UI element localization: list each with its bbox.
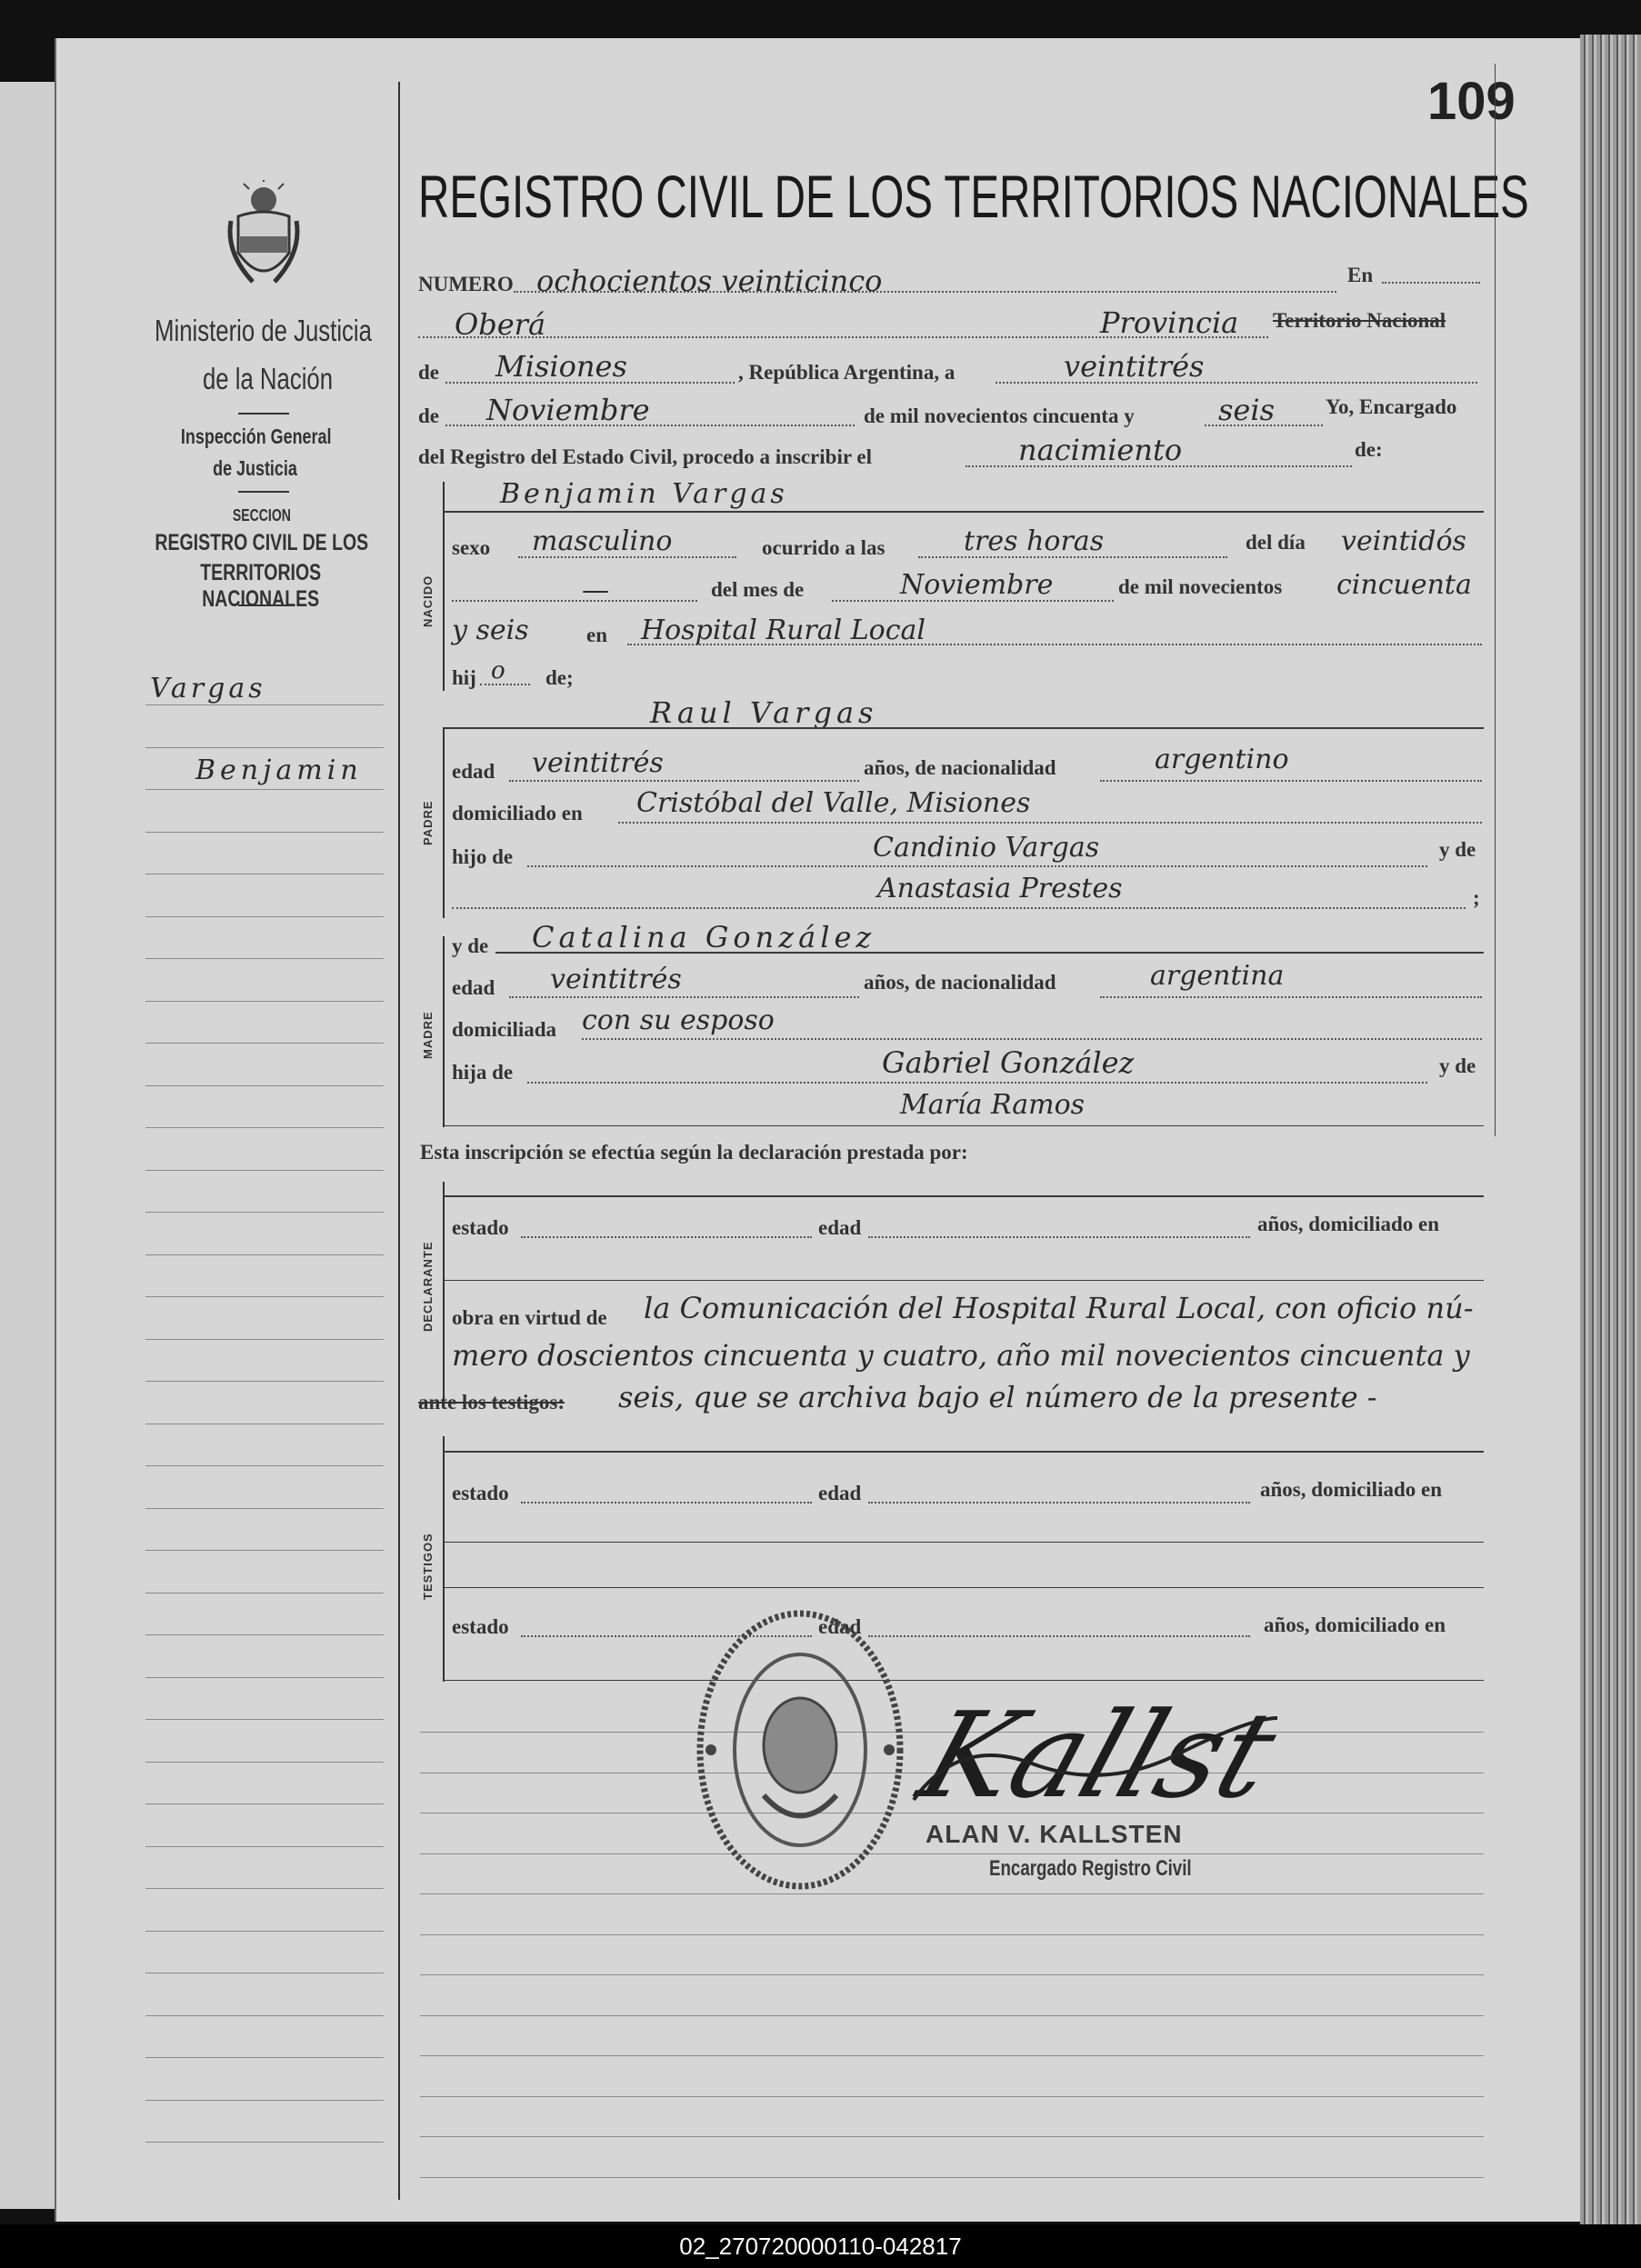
madre-y-de-label-2: y de bbox=[1439, 1054, 1476, 1077]
madre-domicilio-label: domiciliada bbox=[452, 1018, 557, 1041]
padre-domicilio-label: domiciliado en bbox=[452, 802, 583, 824]
main-rule-line bbox=[420, 1974, 1484, 1975]
sidebar-rule-line bbox=[145, 1381, 384, 1382]
madre-edad-line bbox=[509, 996, 859, 998]
main-rule-line bbox=[420, 2096, 1484, 2097]
declarante-anios-label: años, domiciliado en bbox=[1257, 1213, 1440, 1235]
en-lugar-label: en bbox=[586, 624, 607, 646]
madre-bracket bbox=[443, 936, 445, 1127]
hijo-suffix: o bbox=[491, 657, 505, 684]
stamp-title: Encargado Registro Civil bbox=[989, 1856, 1192, 1881]
del-mes-label: del mes de bbox=[711, 578, 805, 601]
sidebar-rule-line bbox=[145, 704, 384, 705]
numero-label: NUMERO bbox=[418, 273, 514, 295]
testigo1-edad-line bbox=[868, 1502, 1250, 1504]
declarante-bracket bbox=[443, 1182, 445, 1400]
testigos-struck: ante los testigos: bbox=[418, 1391, 565, 1414]
padre-domicilio-value: Cristóbal del Valle, Misiones bbox=[636, 787, 1031, 819]
inspection-line-1: Inspección General bbox=[180, 425, 332, 448]
sidebar-given-name: Benjamin bbox=[195, 754, 363, 786]
obra-label: obra en virtud de bbox=[452, 1306, 607, 1329]
padre-edad-value: veintitrés bbox=[532, 747, 664, 779]
sidebar-rule-line bbox=[145, 1254, 384, 1255]
madre-hija-de-label: hija de bbox=[452, 1061, 514, 1084]
sidebar-rule-line bbox=[145, 1634, 384, 1635]
padre-hijo-de-label: hijo de bbox=[452, 845, 514, 868]
book-page-edges bbox=[1580, 35, 1641, 2225]
inspection-line-2: de Justicia bbox=[213, 456, 297, 480]
sidebar-rule-line bbox=[145, 1465, 384, 1466]
day-value: veintitrés bbox=[1064, 349, 1205, 384]
signature: Kallst bbox=[905, 1686, 1293, 1824]
main-rule-line bbox=[420, 1853, 1484, 1854]
sidebar-rule-line bbox=[145, 1846, 384, 1847]
declarante-estado-line bbox=[521, 1236, 812, 1238]
obra-line-2: mero doscientos cincuenta y cuatro, año mil novecientos cincuenta y bbox=[452, 1338, 1470, 1373]
main-rule-line bbox=[420, 2177, 1484, 2178]
sidebar-rule-line bbox=[145, 747, 384, 748]
sidebar-rule-line bbox=[145, 958, 384, 959]
nacido-dash: — bbox=[582, 574, 609, 606]
main-rule-line bbox=[420, 2015, 1484, 2016]
footer-id: 02_270720000110-042817 bbox=[0, 2224, 1641, 2268]
testigo2-edad-label: edad bbox=[818, 1615, 862, 1638]
sidebar-rule-line bbox=[145, 2015, 384, 2016]
section-label: SECCION bbox=[232, 506, 291, 525]
testigo1-edad-label: edad bbox=[818, 1482, 862, 1504]
de-colon: de: bbox=[1355, 438, 1383, 461]
hijo-line bbox=[480, 684, 530, 685]
obra-line-3: seis, que se archiva bajo el número de la presente - bbox=[618, 1380, 1377, 1414]
sidebar-rule-line bbox=[145, 1719, 384, 1720]
sidebar-rule-line bbox=[145, 1931, 384, 1932]
month-value: Noviembre bbox=[486, 393, 650, 427]
sidebar-rule-line bbox=[145, 916, 384, 917]
padre-nacionalidad-value: argentino bbox=[1155, 744, 1289, 775]
de-label: de bbox=[418, 361, 439, 384]
encargado-text: Yo, Encargado bbox=[1326, 395, 1457, 418]
en-line bbox=[1382, 282, 1480, 284]
signature-stroke-icon bbox=[905, 1700, 1286, 1809]
sidebar-rule-line bbox=[145, 2057, 384, 2058]
main-rule-line bbox=[420, 1893, 1484, 1894]
sidebar-rule bbox=[238, 491, 289, 493]
declarante-estado-label: estado bbox=[452, 1216, 509, 1239]
padre-madre-value: Anastasia Prestes bbox=[877, 873, 1123, 904]
hijo-de-label: de; bbox=[545, 666, 574, 689]
declarante-edad-label: edad bbox=[818, 1216, 862, 1239]
sidebar-rule bbox=[238, 413, 289, 415]
en-label: En bbox=[1347, 264, 1374, 286]
sidebar-rule bbox=[238, 604, 289, 606]
sidebar-rule-line bbox=[145, 832, 384, 833]
padre-domicilio-line bbox=[618, 822, 1482, 824]
page-number: 109 bbox=[1427, 72, 1516, 131]
anio-cont: y seis bbox=[452, 614, 529, 646]
madre-nacionalidad-value: argentina bbox=[1150, 960, 1285, 992]
padre-madre-line bbox=[452, 907, 1466, 909]
year-text: de mil novecientos cincuenta y bbox=[864, 405, 1135, 427]
lugar-value: Hospital Rural Local bbox=[641, 614, 926, 646]
sidebar-rule-line bbox=[145, 2142, 384, 2143]
sidebar-divider bbox=[398, 82, 400, 2200]
sidebar-rule-line bbox=[145, 1888, 384, 1889]
territorio-struck: Territorio Nacional bbox=[1273, 309, 1446, 332]
sidebar-rule-line bbox=[145, 1803, 384, 1804]
madre-label: MADRE bbox=[421, 1011, 435, 1059]
ocurrido-label: ocurrido a las bbox=[762, 536, 886, 559]
sidebar-rule-line bbox=[145, 1212, 384, 1213]
declarante-top-line bbox=[443, 1195, 1484, 1197]
del-dia-label: del día bbox=[1246, 531, 1306, 554]
obra-line-1: la Comunicación del Hospital Rural Local, con oficio nú- bbox=[644, 1291, 1474, 1325]
argentine-coat-of-arms-icon bbox=[225, 180, 302, 291]
registro-text: del Registro del Estado Civil, procedo a inscribir el bbox=[418, 445, 872, 468]
madre-name-line bbox=[495, 952, 1484, 954]
testigo2-estado-label: estado bbox=[452, 1615, 509, 1638]
act-type: nacimiento bbox=[1018, 433, 1183, 467]
mes-value: Noviembre bbox=[900, 569, 1054, 601]
testigos-bracket bbox=[443, 1436, 445, 1682]
sidebar-rule-line bbox=[145, 1550, 384, 1551]
main-rule-line bbox=[420, 1934, 1484, 1935]
testigo1-estado-label: estado bbox=[452, 1482, 509, 1504]
declarante-mid-line bbox=[443, 1280, 1484, 1281]
main-rule-line bbox=[420, 2055, 1484, 2056]
anio-value: cincuenta bbox=[1336, 569, 1472, 601]
madre-name: Catalina González bbox=[532, 920, 876, 954]
sexo-value: masculino bbox=[532, 525, 673, 557]
section-line-2: TERRITORIOS NACIONALES bbox=[200, 560, 322, 612]
place-value: Oberá bbox=[455, 307, 546, 342]
padre-name-line bbox=[443, 727, 1484, 729]
sidebar-rule-line bbox=[145, 789, 384, 790]
madre-y-de-label: y de bbox=[452, 934, 489, 957]
nacido-name-line bbox=[443, 511, 1484, 513]
sidebar-rule-line bbox=[145, 1170, 384, 1171]
hora-value: tres horas bbox=[964, 525, 1105, 557]
mil-label: de mil novecientos bbox=[1118, 575, 1283, 598]
testigos-row-line bbox=[443, 1542, 1484, 1543]
official-seal-icon bbox=[691, 1600, 909, 1900]
testigos-row-line bbox=[443, 1587, 1484, 1588]
madre-bottom-line bbox=[443, 1125, 1484, 1126]
page-title: REGISTRO CIVIL DE LOS TERRITORIOS NACIONALES bbox=[418, 163, 1529, 230]
padre-label: PADRE bbox=[421, 800, 435, 845]
madre-domicilio-line bbox=[582, 1038, 1482, 1040]
nacido-label: NACIDO bbox=[421, 574, 435, 627]
sidebar-rule-line bbox=[145, 1001, 384, 1002]
madre-padre-value: Gabriel González bbox=[882, 1045, 1135, 1080]
madre-edad-value: veintitrés bbox=[550, 964, 682, 995]
nacido-dash-line bbox=[452, 600, 697, 602]
sidebar-rule-line bbox=[145, 1677, 384, 1678]
padre-y-de-label: y de bbox=[1439, 838, 1476, 861]
testigo2-edad-line bbox=[868, 1635, 1250, 1637]
sidebar-rule-line bbox=[145, 1339, 384, 1340]
sidebar-rule-line bbox=[145, 1127, 384, 1128]
padre-edad-line bbox=[509, 780, 859, 782]
madre-domicilio-value: con su esposo bbox=[582, 1004, 775, 1036]
padre-hijo-de-line bbox=[527, 865, 1427, 867]
declarante-edad-line bbox=[868, 1236, 1250, 1238]
padre-nacionalidad-label: años, de nacionalidad bbox=[864, 756, 1056, 779]
previous-page-edge bbox=[0, 82, 58, 2209]
testigo1-anios-label: años, domiciliado en bbox=[1260, 1478, 1443, 1501]
testigos-label: TESTIGOS bbox=[421, 1533, 435, 1600]
padre-name: Raul Vargas bbox=[650, 695, 878, 730]
province-word: Provincia bbox=[1100, 305, 1239, 340]
dia-value: veintidós bbox=[1341, 525, 1466, 557]
nacido-name: Benjamin Vargas bbox=[500, 478, 788, 510]
padre-edad-label: edad bbox=[452, 760, 495, 783]
sidebar-rule-line bbox=[145, 1593, 384, 1594]
padre-padre-value: Candinio Vargas bbox=[873, 832, 1100, 864]
declaracion-text: Esta inscripción se efectúa según la declaración prestada por: bbox=[420, 1141, 968, 1164]
madre-nacionalidad-label: años, de nacionalidad bbox=[864, 971, 1056, 994]
madre-edad-label: edad bbox=[452, 976, 495, 999]
main-rule-line bbox=[420, 2136, 1484, 2137]
hijo-label: hij bbox=[452, 666, 476, 689]
sidebar-rule-line bbox=[145, 1085, 384, 1086]
ministry-line-2: de la Nación bbox=[202, 362, 334, 395]
sidebar-rule-line bbox=[145, 1508, 384, 1509]
padre-bracket bbox=[443, 727, 445, 918]
testigos-bottom-line bbox=[443, 1680, 1484, 1681]
republic-text: , República Argentina, a bbox=[738, 361, 956, 384]
sidebar-rule-line bbox=[145, 1296, 384, 1297]
section-line-1: REGISTRO CIVIL DE LOS bbox=[155, 530, 369, 555]
province-name: Misiones bbox=[495, 349, 627, 384]
sidebar-rule-line bbox=[145, 1043, 384, 1044]
padre-nacionalidad-line bbox=[1100, 780, 1482, 782]
sidebar-surname: Vargas bbox=[150, 673, 266, 704]
testigo2-anios-label: años, domiciliado en bbox=[1264, 1614, 1446, 1636]
madre-hija-de-line bbox=[527, 1082, 1427, 1084]
sidebar-rule-line bbox=[145, 2100, 384, 2101]
testigos-top-line bbox=[443, 1451, 1484, 1453]
nacido-bracket bbox=[443, 482, 445, 691]
declarante-label: DECLARANTE bbox=[421, 1241, 435, 1332]
year-value: seis bbox=[1218, 393, 1276, 427]
sidebar-rule-line bbox=[145, 1762, 384, 1763]
sexo-label: sexo bbox=[452, 536, 491, 559]
de-label: de bbox=[418, 405, 439, 427]
padre-semicolon: ; bbox=[1473, 886, 1480, 909]
madre-madre-value: María Ramos bbox=[900, 1089, 1086, 1121]
numero-value: ochocientos veinticinco bbox=[536, 264, 883, 298]
stamp-name: ALAN V. KALLSTEN bbox=[926, 1820, 1183, 1848]
madre-nacionalidad-line bbox=[1100, 996, 1482, 998]
testigo1-estado-line bbox=[521, 1502, 812, 1504]
ministry-line-1: Ministerio de Justicia bbox=[155, 314, 372, 347]
